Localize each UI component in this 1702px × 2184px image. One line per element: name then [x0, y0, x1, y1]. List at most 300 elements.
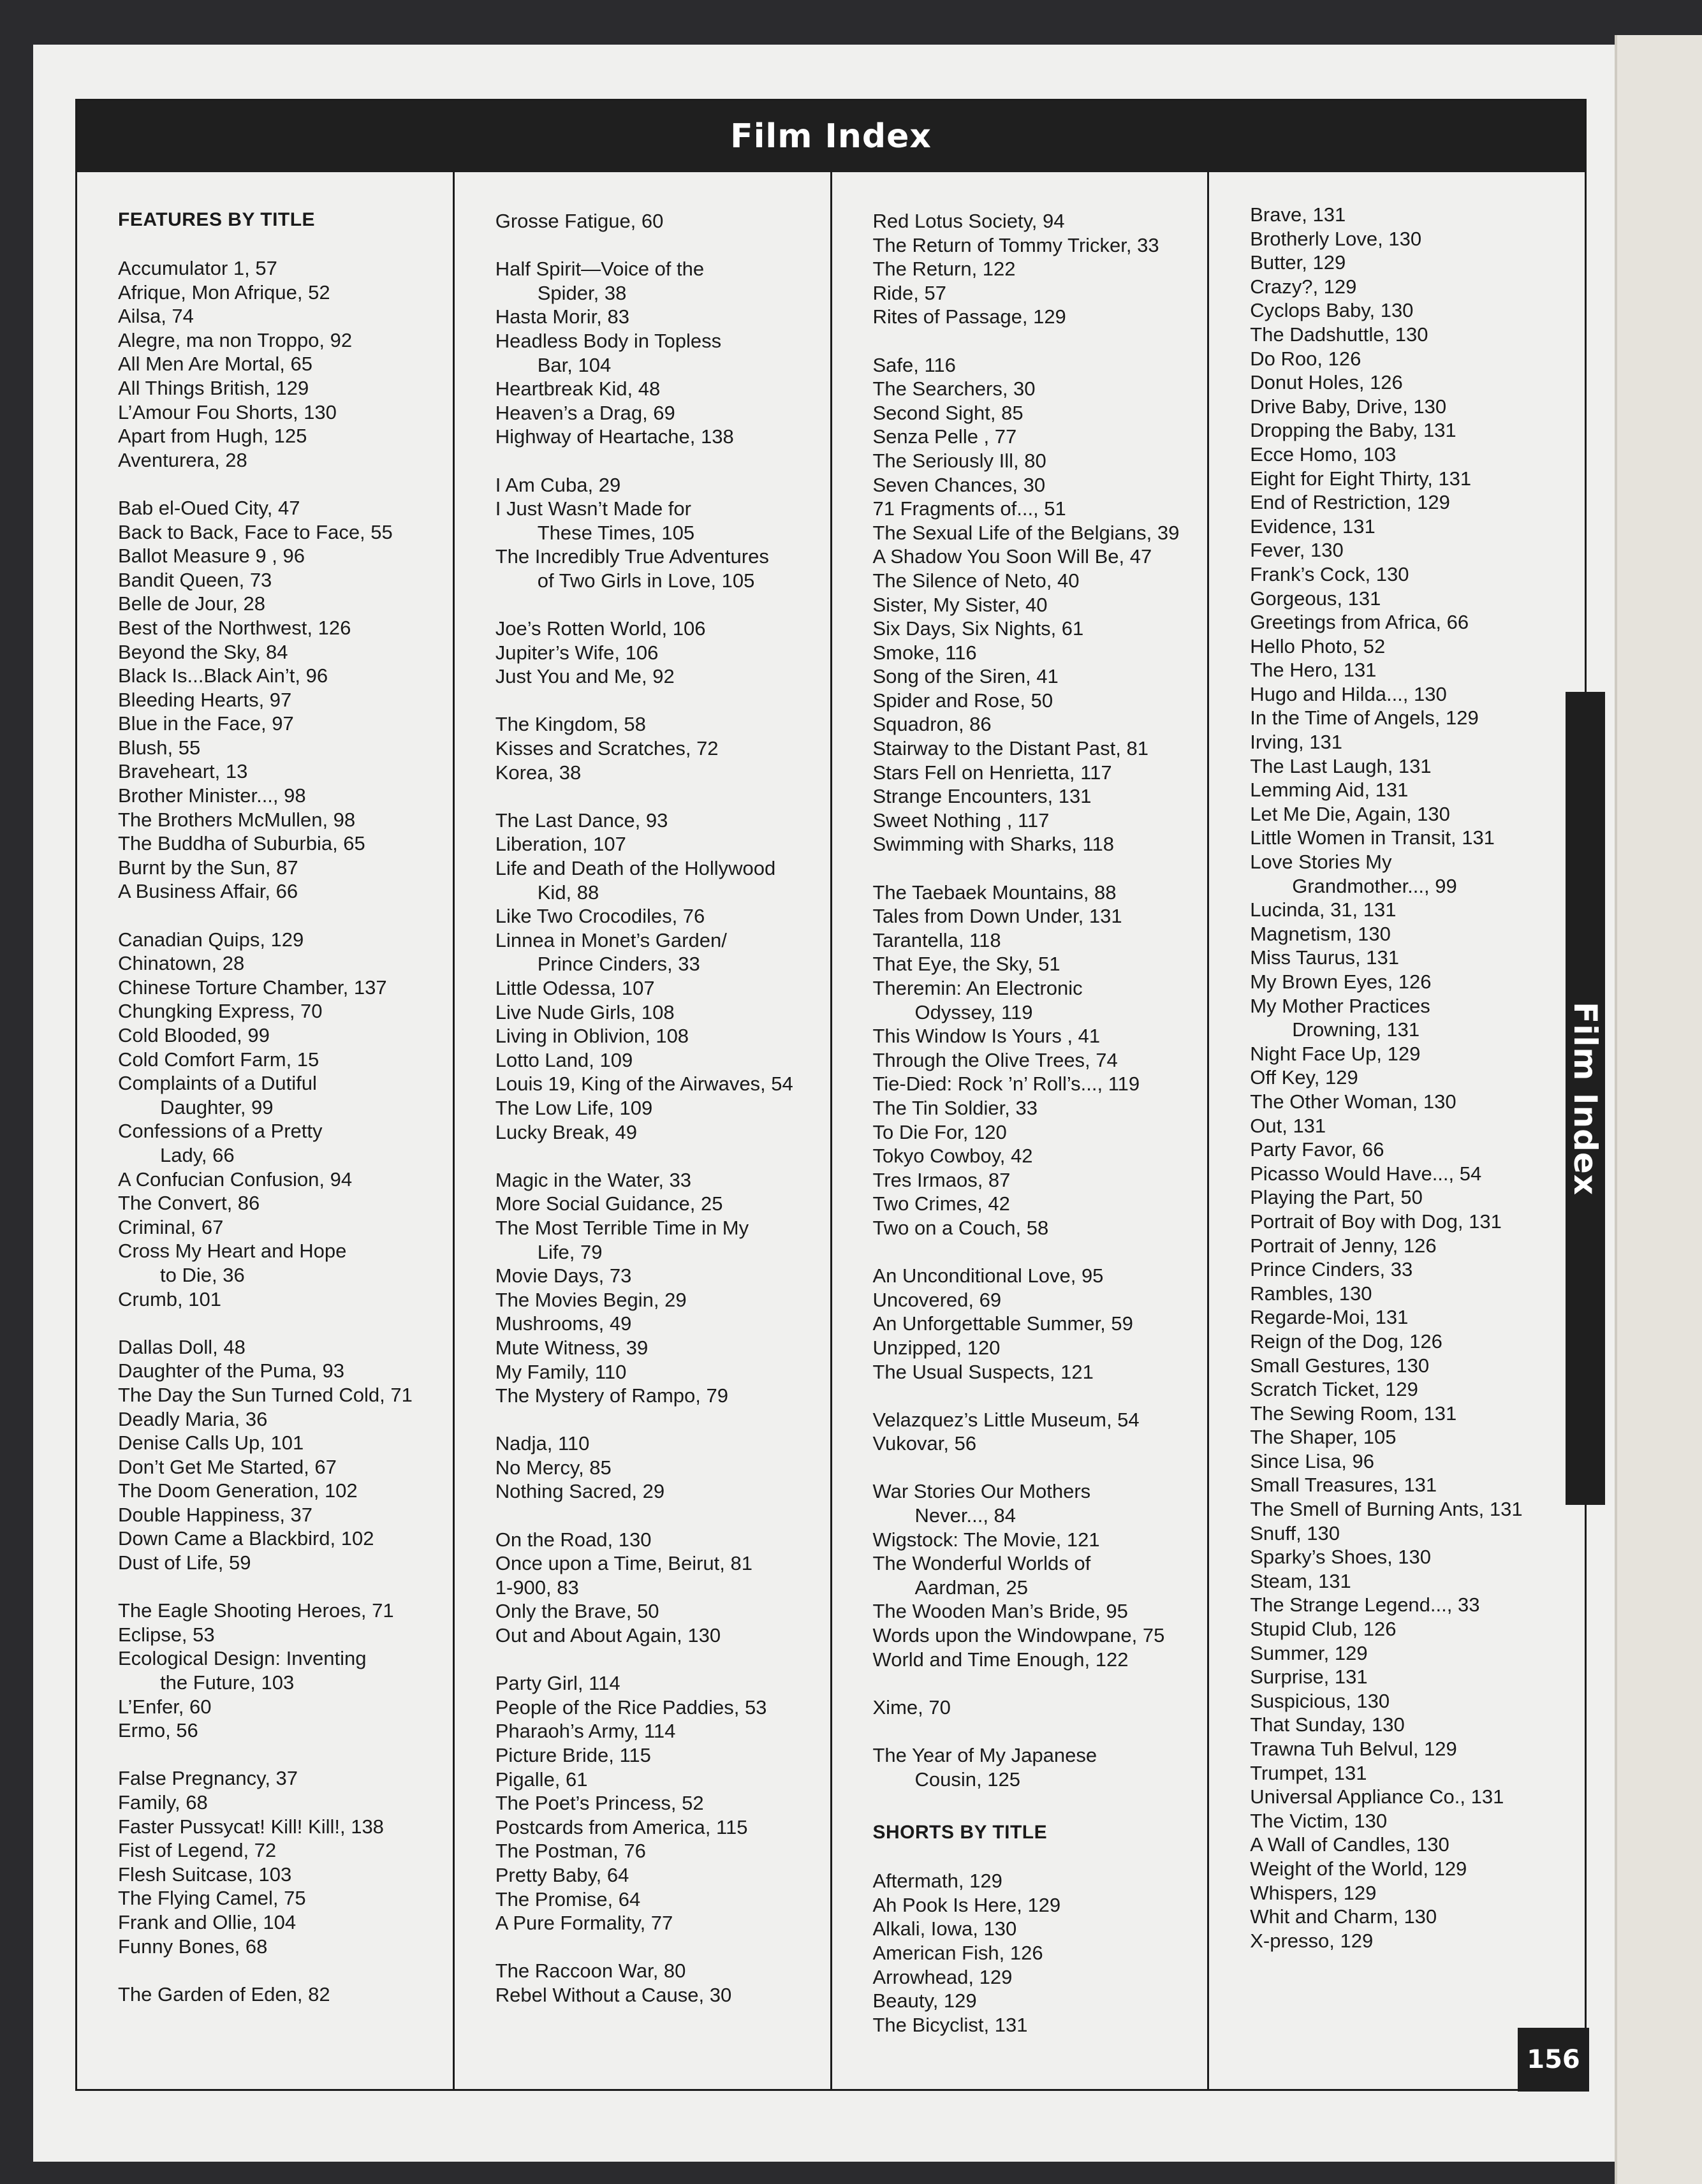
index-entry: Irving, 131: [1250, 731, 1343, 754]
index-entry: Two on a Couch, 58: [872, 1216, 1049, 1239]
index-entry: Trawna Tuh Belvul, 129: [1250, 1738, 1457, 1760]
index-entry: Canadian Quips, 129: [118, 928, 304, 951]
index-entry: Arrowhead, 129: [872, 1965, 1013, 1988]
index-entry: The Wooden Man’s Bride, 95: [872, 1600, 1128, 1623]
index-entry: Velazquez’s Little Museum, 54: [872, 1408, 1140, 1431]
index-entry: Like Two Crocodiles, 76: [495, 905, 705, 928]
index-entry: Confessions of a Pretty: [118, 1120, 323, 1143]
index-entry: Picasso Would Have..., 54: [1250, 1162, 1482, 1185]
index-entry: Out and About Again, 130: [495, 1624, 721, 1647]
index-entry: Ah Pook Is Here, 129: [872, 1893, 1061, 1916]
index-entry: All Men Are Mortal, 65: [118, 353, 312, 376]
index-entry: Scratch Ticket, 129: [1250, 1378, 1418, 1401]
index-entry: Hugo and Hilda..., 130: [1250, 682, 1447, 705]
index-entry: Deadly Maria, 36: [118, 1407, 268, 1430]
index-entry-continuation: to Die, 36: [160, 1263, 245, 1286]
index-entry: Small Treasures, 131: [1250, 1474, 1437, 1497]
index-entry: Apart from Hugh, 125: [118, 425, 307, 448]
index-entry: Chinese Torture Chamber, 137: [118, 976, 387, 999]
index-entry: The Postman, 76: [495, 1840, 646, 1863]
index-column-1: [77, 172, 455, 2089]
index-entry: Love Stories My: [1250, 851, 1392, 874]
index-entry: Criminal, 67: [118, 1215, 224, 1238]
index-entry: The Strange Legend..., 33: [1250, 1594, 1480, 1616]
index-entry: All Things British, 129: [118, 376, 309, 399]
index-entry: Burnt by the Sun, 87: [118, 856, 298, 879]
index-entry-continuation: These Times, 105: [537, 521, 695, 544]
index-entry: Frank’s Cock, 130: [1250, 562, 1409, 585]
index-entry: The Buddha of Suburbia, 65: [118, 832, 365, 855]
index-entry: The Eagle Shooting Heroes, 71: [118, 1599, 394, 1622]
index-entry: A Shadow You Soon Will Be, 47: [872, 545, 1152, 568]
index-entry: Aventurera, 28: [118, 448, 247, 471]
index-entry: Brotherly Love, 130: [1250, 227, 1422, 250]
index-entry: Party Favor, 66: [1250, 1138, 1384, 1161]
index-entry: Tie-Died: Rock ’n’ Roll’s..., 119: [872, 1073, 1140, 1096]
index-entry-continuation: Spider, 38: [537, 281, 627, 304]
index-entry: The Bicyclist, 131: [872, 2013, 1028, 2036]
index-entry: Rebel Without a Cause, 30: [495, 1983, 732, 2006]
index-group: [495, 1432, 830, 1504]
index-entry: My Mother Practices: [1250, 994, 1430, 1017]
index-columns: [77, 172, 1585, 2089]
index-entry: Portrait of Jenny, 126: [1250, 1234, 1437, 1257]
index-entry-continuation: Lady, 66: [160, 1143, 235, 1166]
index-entry: Denise Calls Up, 101: [118, 1432, 304, 1455]
index-entry: Linnea in Monet’s Garden/: [495, 928, 727, 951]
index-entry: No Mercy, 85: [495, 1456, 612, 1479]
index-entry: My Family, 110: [495, 1360, 627, 1383]
index-entry: The Searchers, 30: [872, 377, 1036, 400]
index-entry-continuation: Daughter, 99: [160, 1096, 274, 1118]
index-entry: The Return of Tommy Tricker, 33: [872, 233, 1159, 256]
index-entry: Braveheart, 13: [118, 760, 248, 783]
index-entry: That Sunday, 130: [1250, 1713, 1405, 1736]
index-entry: People of the Rice Paddies, 53: [495, 1696, 767, 1719]
index-entry: Little Women in Transit, 131: [1250, 826, 1495, 849]
index-entry: Live Nude Girls, 108: [495, 1000, 675, 1023]
index-entry: Steam, 131: [1250, 1569, 1351, 1592]
index-entry: The Dadshuttle, 130: [1250, 323, 1428, 346]
index-entry: Ride, 57: [872, 281, 946, 304]
index-entry: Wigstock: The Movie, 121: [872, 1528, 1100, 1551]
index-entry: The Promise, 64: [495, 1887, 641, 1910]
index-group: [495, 1528, 830, 1648]
index-entry: The Kingdom, 58: [495, 713, 646, 736]
index-entry: Off Key, 129: [1250, 1066, 1358, 1089]
index-entry: The Usual Suspects, 121: [872, 1360, 1094, 1383]
index-entry: The Seriously Ill, 80: [872, 449, 1046, 472]
index-entry: Belle de Jour, 28: [118, 592, 265, 615]
index-group: [873, 1743, 1208, 1791]
index-entry: Sweet Nothing , 117: [872, 809, 1050, 832]
index-entry: Faster Pussycat! Kill! Kill!, 138: [118, 1815, 384, 1838]
index-group: [873, 353, 1208, 856]
index-entry: Tokyo Cowboy, 42: [872, 1145, 1033, 1168]
index-entry-continuation: Kid, 88: [537, 881, 599, 904]
index-entry: 1-900, 83: [495, 1576, 579, 1599]
index-entry-continuation: Grandmother..., 99: [1292, 874, 1457, 897]
index-group: [495, 1168, 830, 1408]
index-entry: Stars Fell on Henrietta, 117: [872, 761, 1112, 784]
index-entry: Strange Encounters, 131: [872, 785, 1092, 808]
index-entry: Ballot Measure 9 , 96: [118, 545, 305, 568]
index-entry: Fist of Legend, 72: [118, 1839, 277, 1862]
index-entry: Beyond the Sky, 84: [118, 640, 288, 663]
index-entry: Accumulator 1, 57: [118, 257, 277, 279]
index-group: [1250, 203, 1585, 1953]
index-entry: Aftermath, 129: [872, 1870, 1002, 1893]
index-entry: Small Gestures, 130: [1250, 1354, 1430, 1377]
index-entry: Dust of Life, 59: [118, 1551, 251, 1574]
index-entry: A Wall of Candles, 130: [1250, 1833, 1449, 1856]
index-entry: Down Came a Blackbird, 102: [118, 1527, 374, 1550]
index-entry: Black Is...Black Ain’t, 96: [118, 664, 328, 687]
index-entry: The Doom Generation, 102: [118, 1479, 358, 1502]
page-title: Film Index: [77, 101, 1585, 172]
index-entry: Stupid Club, 126: [1250, 1618, 1397, 1641]
index-entry: Party Girl, 114: [495, 1672, 620, 1695]
index-group: [118, 1766, 453, 1958]
index-frame: [75, 99, 1587, 2091]
index-entry: A Business Affair, 66: [118, 880, 298, 903]
index-entry-continuation: Cousin, 125: [914, 1768, 1020, 1791]
index-entry: The Last Laugh, 131: [1250, 754, 1432, 777]
index-entry: Stairway to the Distant Past, 81: [872, 737, 1148, 760]
index-entry: American Fish, 126: [872, 1941, 1043, 1964]
index-entry: Tales from Down Under, 131: [872, 905, 1122, 928]
index-entry: I Just Wasn’t Made for: [495, 497, 691, 520]
index-entry: A Pure Formality, 77: [495, 1912, 673, 1935]
index-entry-continuation: Prince Cinders, 33: [537, 953, 700, 976]
index-group: [873, 1479, 1208, 1671]
index-entry: Miss Taurus, 131: [1250, 946, 1400, 969]
index-entry: Cyclops Baby, 130: [1250, 299, 1414, 322]
index-entry: Half Spirit—Voice of the: [495, 258, 705, 281]
index-entry: That Eye, the Sky, 51: [872, 953, 1060, 976]
index-group: [118, 256, 453, 472]
index-entry: Life and Death of the Hollywood: [495, 857, 776, 880]
index-entry: Playing the Part, 50: [1250, 1186, 1423, 1209]
index-entry: Fever, 130: [1250, 539, 1344, 562]
index-entry: Heartbreak Kid, 48: [495, 377, 661, 400]
index-entry: Chinatown, 28: [118, 952, 245, 975]
index-entry: The Smell of Burning Ants, 131: [1250, 1498, 1523, 1521]
index-entry: Greetings from Africa, 66: [1250, 611, 1469, 634]
index-entry: In the Time of Angels, 129: [1250, 707, 1479, 729]
index-entry: The Sexual Life of the Belgians, 39: [872, 521, 1180, 544]
index-entry: Vukovar, 56: [872, 1432, 977, 1455]
index-entry: Since Lisa, 96: [1250, 1449, 1374, 1472]
index-entry: Theremin: An Electronic: [872, 977, 1083, 999]
index-entry: The Other Woman, 130: [1250, 1090, 1456, 1113]
index-entry: Universal Appliance Co., 131: [1250, 1785, 1504, 1808]
index-entry: The Flying Camel, 75: [118, 1887, 306, 1910]
adjacent-page-edge: [1615, 35, 1702, 2184]
index-entry: Only the Brave, 50: [495, 1600, 659, 1623]
index-entry: Reign of the Dog, 126: [1250, 1330, 1442, 1352]
index-entry: Chungking Express, 70: [118, 1000, 323, 1023]
index-entry: The Brothers McMullen, 98: [118, 808, 356, 831]
index-entry: The Shaper, 105: [1250, 1426, 1397, 1449]
index-entry: The Silence of Neto, 40: [872, 569, 1080, 592]
index-group: [495, 1671, 830, 1935]
index-entry: Complaints of a Dutiful: [118, 1072, 317, 1095]
index-entry: Picture Bride, 115: [495, 1744, 651, 1766]
index-entry: Bandit Queen, 73: [118, 568, 272, 591]
index-entry: The Return, 122: [872, 258, 1016, 281]
index-entry: The Most Terrible Time in My: [495, 1216, 749, 1239]
index-entry: Let Me Die, Again, 130: [1250, 802, 1450, 825]
index-entry: Hello Photo, 52: [1250, 634, 1386, 657]
index-entry: Highway of Heartache, 138: [495, 425, 734, 448]
index-group: [118, 496, 453, 904]
index-entry: War Stories Our Mothers: [872, 1480, 1091, 1503]
index-entry: Kisses and Scratches, 72: [495, 737, 719, 760]
index-entry: Dropping the Baby, 131: [1250, 419, 1456, 442]
index-entry: X-presso, 129: [1250, 1929, 1374, 1952]
index-entry: Rites of Passage, 129: [872, 305, 1066, 328]
index-entry: Gorgeous, 131: [1250, 587, 1381, 610]
index-entry: On the Road, 130: [495, 1528, 652, 1551]
index-entry: Suspicious, 130: [1250, 1689, 1390, 1712]
index-entry: Pretty Baby, 64: [495, 1863, 629, 1886]
index-entry: Ecological Design: Inventing: [118, 1647, 367, 1670]
index-entry: This Window Is Yours , 41: [872, 1025, 1101, 1048]
index-entry: Donut Holes, 126: [1250, 371, 1403, 394]
index-entry: The Year of My Japanese: [872, 1744, 1097, 1766]
index-entry: 71 Fragments of..., 51: [872, 497, 1066, 520]
index-column-3: [832, 172, 1210, 2089]
index-entry: Summer, 129: [1250, 1641, 1368, 1664]
page-number: 156: [1518, 2028, 1589, 2092]
index-entry: Ailsa, 74: [118, 305, 194, 328]
index-entry: Brave, 131: [1250, 203, 1346, 226]
index-entry: Flesh Suitcase, 103: [118, 1863, 292, 1886]
index-entry: Swimming with Sharks, 118: [872, 833, 1114, 856]
index-entry: Through the Olive Trees, 74: [872, 1048, 1118, 1071]
index-entry: The Low Life, 109: [495, 1096, 653, 1119]
index-entry: L’Amour Fou Shorts, 130: [118, 400, 337, 423]
index-column-2: [455, 172, 832, 2089]
index-entry: Whispers, 129: [1250, 1881, 1377, 1904]
index-entry: Double Happiness, 37: [118, 1503, 313, 1526]
index-entry: Sparky’s Shoes, 130: [1250, 1546, 1432, 1569]
index-entry: An Unconditional Love, 95: [872, 1264, 1104, 1287]
index-entry: Lucinda, 31, 131: [1250, 898, 1397, 921]
index-entry: Bab el-Oued City, 47: [118, 496, 300, 519]
index-entry: The Sewing Room, 131: [1250, 1402, 1457, 1425]
index-group: [495, 209, 830, 233]
index-entry: Don’t Get Me Started, 67: [118, 1455, 337, 1478]
index-entry: Night Face Up, 129: [1250, 1042, 1421, 1065]
index-group: [873, 881, 1208, 1240]
index-group: [495, 712, 830, 784]
index-entry: Senza Pelle , 77: [872, 425, 1017, 448]
index-entry: The Movies Begin, 29: [495, 1288, 687, 1311]
index-entry: Do Roo, 126: [1250, 347, 1361, 370]
index-entry: The Taebaek Mountains, 88: [872, 881, 1117, 904]
index-entry: Tres Irmaos, 87: [872, 1168, 1011, 1191]
index-entry: Cold Blooded, 99: [118, 1024, 270, 1046]
index-entry: Six Days, Six Nights, 61: [872, 617, 1084, 640]
index-entry: Prince Cinders, 33: [1250, 1258, 1413, 1281]
index-group: [873, 209, 1208, 329]
index-group: [118, 928, 453, 1312]
index-entry: My Brown Eyes, 126: [1250, 971, 1432, 993]
index-entry: Ecce Homo, 103: [1250, 443, 1397, 465]
index-entry: Pigalle, 61: [495, 1768, 588, 1791]
index-entry: Heaven’s a Drag, 69: [495, 401, 675, 424]
index-entry: Second Sight, 85: [872, 401, 1023, 424]
index-entry: Blue in the Face, 97: [118, 712, 294, 735]
index-group: [495, 257, 830, 449]
index-entry: To Die For, 120: [872, 1120, 1007, 1143]
index-entry: Seven Chances, 30: [872, 473, 1046, 496]
index-entry: Little Odessa, 107: [495, 977, 655, 999]
index-entry: Jupiter’s Wife, 106: [495, 641, 659, 664]
index-entry: Liberation, 107: [495, 833, 626, 856]
index-entry: Magic in the Water, 33: [495, 1168, 692, 1191]
index-entry: Bleeding Hearts, 97: [118, 688, 292, 711]
index-entry: Weight of the World, 129: [1250, 1857, 1467, 1880]
index-entry: The Tin Soldier, 33: [872, 1096, 1038, 1119]
index-entry: Lotto Land, 109: [495, 1048, 633, 1071]
index-entry: Movie Days, 73: [495, 1264, 632, 1287]
index-group: [873, 1696, 1208, 1720]
index-entry: Blush, 55: [118, 736, 201, 759]
index-entry-continuation: Aardman, 25: [914, 1576, 1028, 1599]
section-heading: SHORTS BY TITLE: [872, 1822, 1048, 1843]
index-entry: Afrique, Mon Afrique, 52: [118, 281, 330, 304]
index-entry: Living in Oblivion, 108: [495, 1025, 689, 1048]
index-group: [495, 617, 830, 689]
index-entry: Postcards from America, 115: [495, 1815, 748, 1838]
index-entry: The Poet’s Princess, 52: [495, 1792, 704, 1815]
index-entry: Xime, 70: [872, 1696, 951, 1719]
index-entry: Once upon a Time, Beirut, 81: [495, 1552, 752, 1575]
index-entry: Surprise, 131: [1250, 1666, 1368, 1689]
index-entry: Joe’s Rotten World, 106: [495, 617, 706, 640]
index-entry: End of Restriction, 129: [1250, 491, 1450, 514]
index-entry: Unzipped, 120: [872, 1336, 1001, 1359]
index-entry: Drive Baby, Drive, 130: [1250, 395, 1447, 418]
index-entry: Dallas Doll, 48: [118, 1335, 246, 1358]
index-group: [118, 1599, 453, 1743]
index-entry: Mute Witness, 39: [495, 1336, 649, 1359]
index-entry: Mushrooms, 49: [495, 1312, 632, 1335]
index-column-4: [1209, 172, 1585, 2089]
index-entry-continuation: Never..., 84: [914, 1504, 1016, 1527]
index-entry: Portrait of Boy with Dog, 131: [1250, 1210, 1502, 1233]
index-entry-continuation: Bar, 104: [537, 353, 612, 376]
index-entry: Family, 68: [118, 1791, 208, 1814]
index-entry: Beauty, 129: [872, 1990, 977, 2012]
index-entry: Ermo, 56: [118, 1719, 198, 1742]
index-entry: An Unforgettable Summer, 59: [872, 1312, 1133, 1335]
index-entry: Tarantella, 118: [872, 928, 1001, 951]
index-group: [873, 1264, 1208, 1384]
index-entry-continuation: of Two Girls in Love, 105: [537, 569, 755, 592]
index-entry: The Last Dance, 93: [495, 809, 668, 832]
index-entry: Smoke, 116: [872, 641, 977, 664]
index-entry: Headless Body in Topless: [495, 329, 722, 352]
index-group: [118, 1982, 453, 2007]
index-entry: The Raccoon War, 80: [495, 1960, 686, 1982]
index-entry: Butter, 129: [1250, 251, 1346, 274]
index-group: [873, 1408, 1208, 1456]
section-side-tab: [1566, 692, 1605, 1505]
index-entry: Out, 131: [1250, 1114, 1326, 1137]
index-entry: The Incredibly True Adventures: [495, 545, 769, 568]
index-entry-continuation: Odyssey, 119: [914, 1000, 1033, 1023]
index-entry: A Confucian Confusion, 94: [118, 1168, 353, 1191]
index-entry: Nadja, 110: [495, 1432, 590, 1455]
index-entry: The Wonderful Worlds of: [872, 1552, 1091, 1575]
index-entry: Snuff, 130: [1250, 1521, 1340, 1544]
index-entry: Lucky Break, 49: [495, 1120, 638, 1143]
index-entry: Two Crimes, 42: [872, 1192, 1010, 1215]
index-entry: I Am Cuba, 29: [495, 473, 621, 496]
side-tab-label: Film Index: [1567, 1001, 1604, 1196]
index-entry: The Mystery of Rampo, 79: [495, 1384, 728, 1407]
index-entry: False Pregnancy, 37: [118, 1767, 298, 1790]
index-entry: Just You and Me, 92: [495, 665, 675, 688]
index-group: [118, 1335, 453, 1575]
index-entry: Daughter of the Puma, 93: [118, 1360, 345, 1382]
index-entry: Safe, 116: [872, 353, 956, 376]
index-entry: Louis 19, King of the Airwaves, 54: [495, 1073, 793, 1096]
index-entry-continuation: the Future, 103: [160, 1671, 295, 1694]
index-group: [873, 1869, 1208, 2037]
index-entry: World and Time Enough, 122: [872, 1648, 1129, 1671]
index-entry: Pharaoh’s Army, 114: [495, 1720, 676, 1743]
index-entry: Trumpet, 131: [1250, 1761, 1367, 1784]
index-entry: The Hero, 131: [1250, 659, 1377, 682]
index-entry: Nothing Sacred, 29: [495, 1480, 665, 1503]
index-entry-continuation: Life, 79: [537, 1240, 603, 1263]
index-entry-continuation: Drowning, 131: [1292, 1018, 1420, 1041]
index-group: [495, 473, 830, 593]
index-entry: Korea, 38: [495, 761, 582, 784]
index-entry: Uncovered, 69: [872, 1288, 1002, 1311]
index-entry: Frank and Ollie, 104: [118, 1910, 297, 1933]
index-entry: Alegre, ma non Troppo, 92: [118, 328, 353, 351]
index-entry: Back to Back, Face to Face, 55: [118, 520, 393, 543]
index-entry: The Day the Sun Turned Cold, 71: [118, 1383, 413, 1406]
index-entry: The Victim, 130: [1250, 1809, 1388, 1832]
index-entry: Red Lotus Society, 94: [872, 210, 1065, 232]
index-entry: Grosse Fatigue, 60: [495, 210, 664, 232]
index-entry: Eclipse, 53: [118, 1623, 215, 1646]
index-entry: More Social Guidance, 25: [495, 1192, 723, 1215]
index-entry: Cross My Heart and Hope: [118, 1240, 347, 1263]
index-entry: Crazy?, 129: [1250, 275, 1357, 298]
index-entry: Funny Bones, 68: [118, 1935, 268, 1958]
index-entry: Brother Minister..., 98: [118, 784, 306, 807]
index-entry: Words upon the Windowpane, 75: [872, 1624, 1165, 1647]
index-entry: Cold Comfort Farm, 15: [118, 1048, 319, 1071]
index-entry: The Convert, 86: [118, 1192, 260, 1215]
index-entry: Crumb, 101: [118, 1287, 221, 1310]
index-entry: Squadron, 86: [872, 713, 992, 736]
index-entry: Regarde-Moi, 131: [1250, 1306, 1409, 1329]
index-entry: Hasta Morir, 83: [495, 305, 629, 328]
index-entry: Best of the Northwest, 126: [118, 616, 351, 639]
index-entry: Lemming Aid, 131: [1250, 779, 1409, 802]
index-entry: Eight for Eight Thirty, 131: [1250, 467, 1472, 490]
index-entry: Evidence, 131: [1250, 515, 1376, 538]
